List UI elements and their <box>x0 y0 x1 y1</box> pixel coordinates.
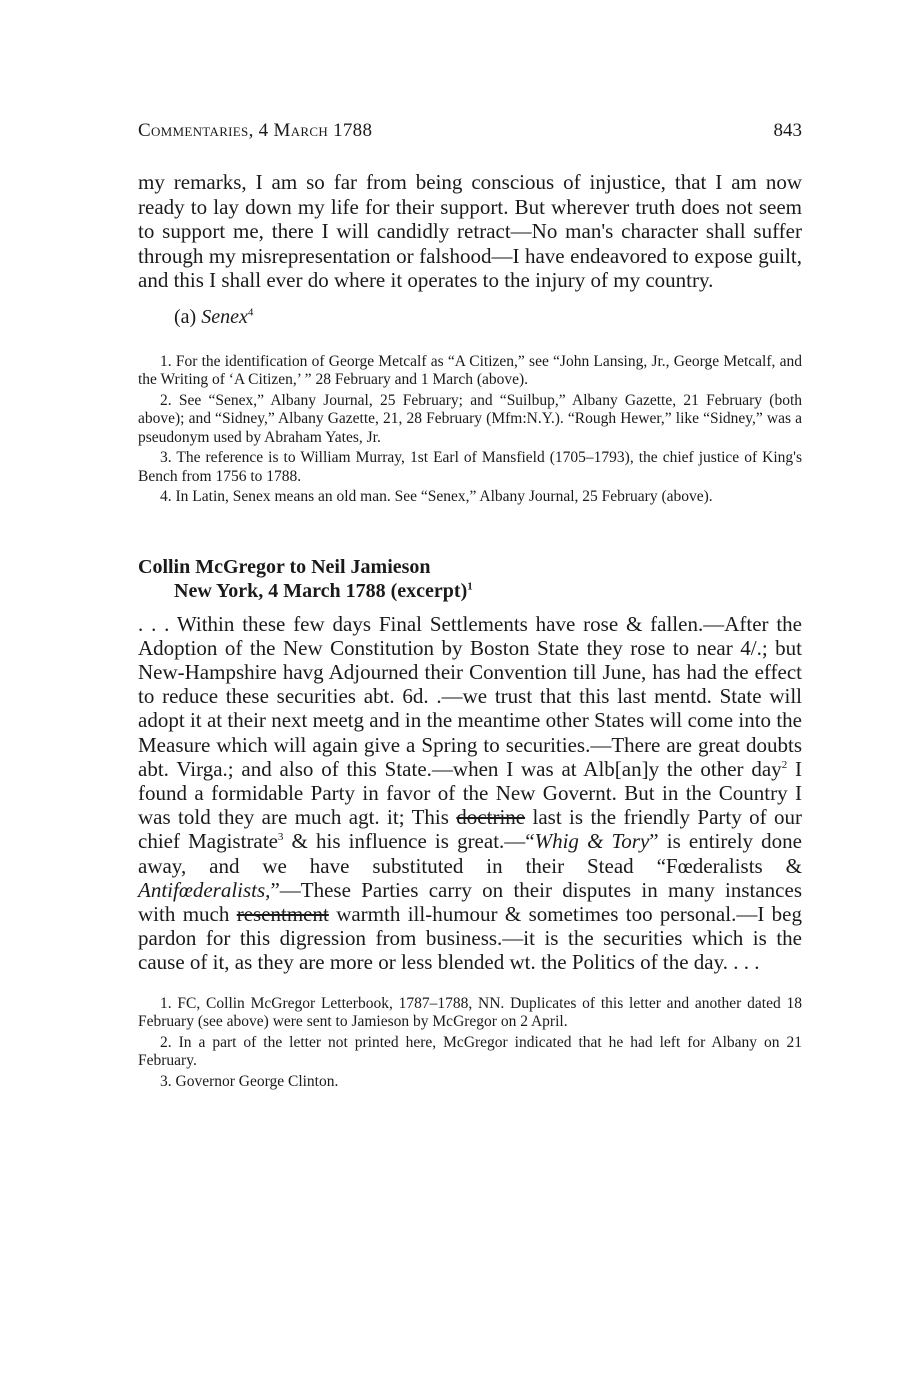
footnote-ref: 2 <box>781 758 788 771</box>
signature <box>174 305 802 329</box>
footnote: 1. For the identification of George Metcalf as “A Citizen,” see “John Lansing, Jr., George Metcalf, and the Writing of ‘A Citizen,’ ” 28 February and 1 March (above). <box>138 352 802 388</box>
footnotes-second <box>138 995 802 1092</box>
page-number: 843 <box>773 120 802 141</box>
footnote: 3. The reference is to William Murray, 1st Earl of Mansfield (1705–1793), the chief justice of King's Bench from 1756 to 1788. <box>138 449 802 485</box>
letter-text: I found a formidable Party in favor of the New Governt. But in the Country I was told they are much agt. it; This <box>138 756 802 830</box>
footnote: 2. See “Senex,” Albany Journal, 25 February; and “Suilbup,” Albany Gazette, 21 February (both above); and “Sidney,” Albany Gazette, 21, 28 February (Mfm:N.Y.). “Rough Hewer,” like “Sidney,” was a pseudonym used by Abraham Yates, Jr. <box>138 391 802 446</box>
footnote-ref: 4 <box>247 305 254 318</box>
letter-text: last is the friendly Party of our chief Magistrate <box>138 805 802 854</box>
struck-word: doctrine <box>456 805 526 830</box>
footnote: 4. In Latin, Senex means an old man. See “Senex,” Albany Journal, 25 February (above). <box>160 488 713 505</box>
struck-word: resentment <box>236 901 329 926</box>
document-title-line2 <box>138 579 802 603</box>
footnotes-first <box>138 353 802 507</box>
italic-phrase: Whig & Tory <box>534 829 650 854</box>
document-title <box>138 555 802 603</box>
footnote: 2. In a part of the letter not printed here, McGregor indicated that he had left for Albany on 21 February. <box>138 1033 802 1070</box>
document-title-dateline: New York, 4 March 1788 (excerpt) <box>174 579 468 602</box>
letter-excerpt <box>138 612 802 975</box>
letter-text: . . . Within these few days Final Settlements have rose & fallen.—After the Adoption of the New Constitution by Boston State they rose to near 4/.; but New-Hampshire havg Adjourned their Convention till June, has had the effect to reduce these securities abt. 6d. .—we trust that this last mentd. State will adopt it at their next meetg and in the meantime other States will come into the Measure which will again give a Spring to securities.—There are great doubts abt. Virga.; and also of this State.—when I was at Alb[an]y the other day <box>138 611 802 781</box>
footnote-ref: 3 <box>277 831 284 844</box>
running-head <box>138 120 802 150</box>
footnote-ref: 1 <box>467 579 473 592</box>
letter-text: ” is entirely done away, and we have substituted in their Stead “Fœderalists & <box>138 829 802 878</box>
letter-text: ”—These Parties carry on their disputes in many instances with much <box>138 877 802 926</box>
letter-text: & his influence is great.—“ <box>283 829 535 854</box>
signature-name: Senex <box>201 305 248 328</box>
running-head-title: Commentaries, 4 March 1788 <box>138 120 373 141</box>
letter-text: warmth ill-humour & sometimes too personal.—I beg pardon for this digression from business.—it is the securities which is the cause of it, as they are more or less blended wt. the Politics of the day. . . . <box>138 901 802 975</box>
footnote: 3. Governor George Clinton. <box>160 1072 339 1090</box>
document-page <box>138 120 802 1093</box>
closing-paragraph: my remarks, I am so far from being conscious of injustice, that I am now ready to lay down my life for their support. But wherever truth does not seem to support me, there I will candidly retract—No man's character shall suffer through my misrepresentation or falshood—I have endeavored to expose guilt, and this I shall ever do where it operates to the injury of my country. <box>138 170 802 292</box>
footnote: 1. FC, Collin McGregor Letterbook, 1787–1788, NN. Duplicates of this letter and another dated 18 February (see above) were sent to Jamieson by McGregor on 2 April. <box>138 994 802 1031</box>
document-title-line1: Collin McGregor to Neil Jamieson <box>138 555 431 578</box>
signature-mark: (a) <box>174 305 197 328</box>
italic-phrase: Antifœderalists, <box>138 877 271 902</box>
